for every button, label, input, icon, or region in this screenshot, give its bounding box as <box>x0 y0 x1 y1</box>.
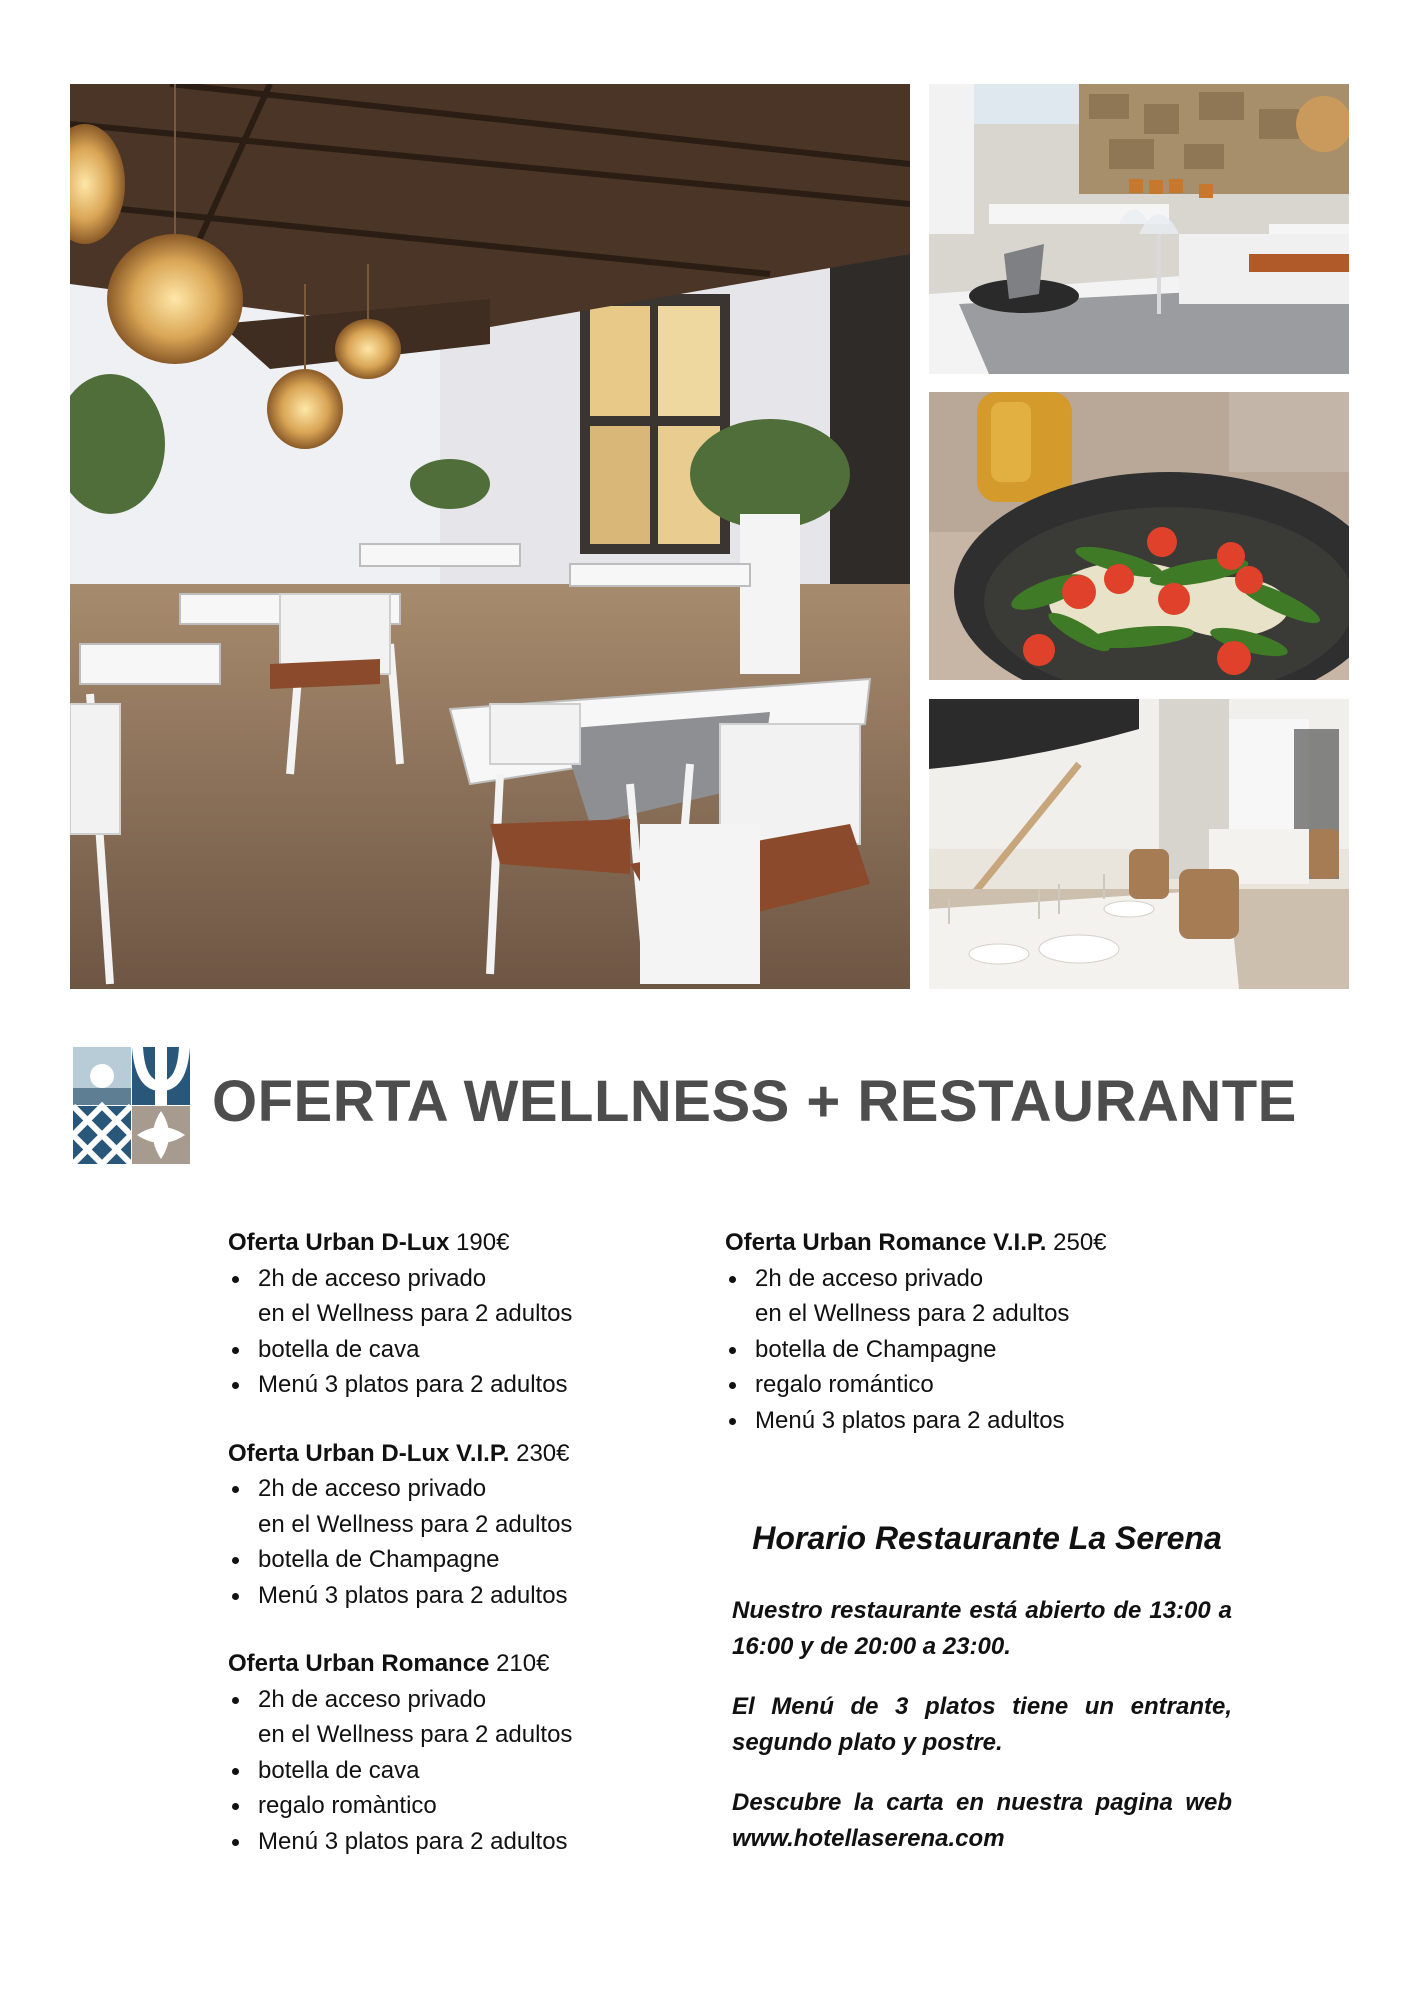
website-paragraph: Descubre la carta en nuestra pagina web www.hotellaserena.com <box>732 1789 1232 1852</box>
offer-item-text: Menú 3 platos para 2 adultos <box>258 1827 568 1855</box>
offer-item-text: en el Wellness para 2 adultos <box>258 1300 573 1327</box>
offer-price: 210€ <box>496 1650 550 1677</box>
offer-item-text: regalo romántico <box>755 1371 934 1398</box>
dining-room-photo <box>929 699 1349 989</box>
offer-name: Oferta Urban Romance <box>228 1650 490 1677</box>
offer-block <box>725 1225 1245 1438</box>
offer-item-text: 2h de acceso privado <box>258 1685 487 1713</box>
offer-item-text: botella de Champagne <box>755 1335 997 1363</box>
offer-items-list <box>228 1682 668 1860</box>
offer-item-text: en el Wellness para 2 adultos <box>755 1300 1070 1327</box>
offer-item-text: 2h de acceso privado <box>755 1264 984 1292</box>
offer-items-list <box>228 1261 668 1403</box>
offer-items-list <box>228 1471 668 1613</box>
offer-item <box>725 1367 1245 1403</box>
offer-heading <box>228 1225 668 1261</box>
offer-item <box>725 1261 1245 1332</box>
offer-name: Oferta Urban D-Lux V.I.P. <box>228 1439 510 1467</box>
offer-item <box>725 1403 1245 1439</box>
offer-block <box>228 1436 668 1614</box>
offer-item <box>228 1471 668 1542</box>
offer-item-text: regalo romàntico <box>258 1792 437 1819</box>
offer-item <box>228 1261 668 1332</box>
offer-name: Oferta Urban Romance V.I.P. <box>725 1229 1047 1256</box>
offers-right-column <box>725 1225 1245 1471</box>
offer-heading <box>228 1436 668 1472</box>
offer-price: 250€ <box>1053 1229 1107 1256</box>
offer-items-list <box>725 1261 1245 1439</box>
offer-item-text: botella de cava <box>258 1335 420 1363</box>
offer-item <box>228 1542 668 1578</box>
offer-block <box>228 1225 668 1403</box>
terrace-photo <box>70 84 910 989</box>
offer-item-text: botella de cava <box>258 1756 420 1784</box>
hotel-logo <box>73 1047 190 1164</box>
offer-item-text: en el Wellness para 2 adultos <box>258 1721 573 1748</box>
salad-photo <box>929 392 1349 680</box>
offer-name: Oferta Urban D-Lux <box>228 1229 450 1256</box>
offer-item-text: Menú 3 platos para 2 adultos <box>258 1371 568 1398</box>
offer-item-text: en el Wellness para 2 adultos <box>258 1510 573 1538</box>
offer-item-text: Menú 3 platos para 2 adultos <box>755 1406 1065 1434</box>
restaurant-hours-section <box>732 1520 1232 1881</box>
hours-paragraph: Nuestro restaurante está abierto de 13:00 a 16:00 y de 20:00 a 23:00. <box>732 1597 1232 1660</box>
offer-item-text: 2h de acceso privado <box>258 1264 487 1292</box>
menu-paragraph: El Menú de 3 platos tiene un entrante, segundo plato y postre. <box>732 1693 1232 1756</box>
offer-heading <box>725 1225 1245 1261</box>
offer-item-text: Menú 3 platos para 2 adultos <box>258 1581 568 1609</box>
offer-item-text: botella de Champagne <box>258 1546 500 1573</box>
patio-photo <box>929 84 1349 374</box>
offer-item <box>228 1332 668 1368</box>
hours-title: Horario Restaurante La Serena <box>752 1520 1222 1556</box>
offer-item <box>228 1824 668 1860</box>
offer-item <box>228 1753 668 1789</box>
offer-item-text: 2h de acceso privado <box>258 1475 487 1502</box>
offer-item <box>228 1788 668 1824</box>
offer-price: 230€ <box>516 1439 570 1467</box>
offer-item <box>228 1578 668 1614</box>
offer-price: 190€ <box>456 1229 510 1256</box>
offers-left-column <box>228 1225 668 1892</box>
offer-block <box>228 1646 668 1859</box>
offer-heading <box>228 1646 668 1682</box>
offer-item <box>725 1332 1245 1368</box>
page-title: OFERTA WELLNESS + RESTAURANTE <box>212 1069 1297 1134</box>
offer-item <box>228 1682 668 1753</box>
offer-item <box>228 1367 668 1403</box>
